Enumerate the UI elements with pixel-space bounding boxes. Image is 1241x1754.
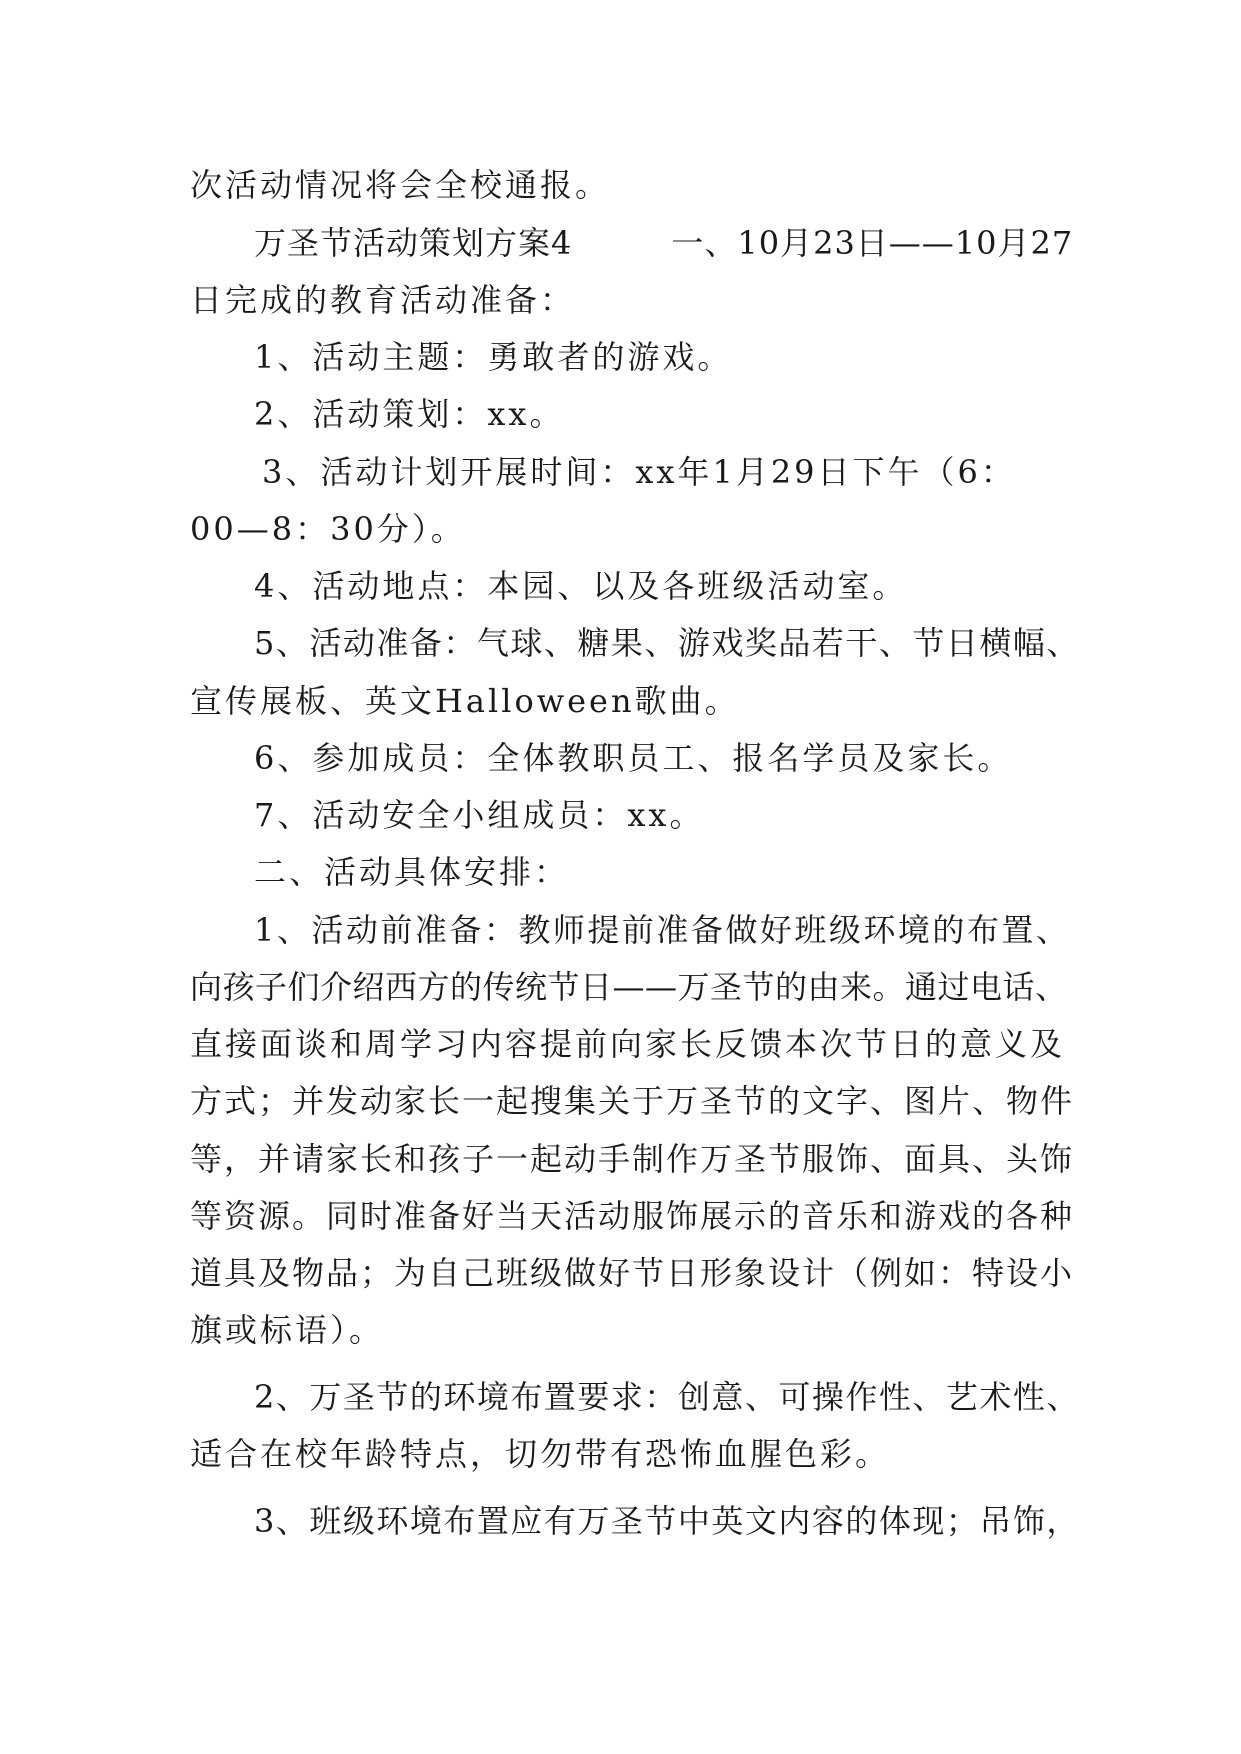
- text-line-9: 5、活动准备：气球、糖果、游戏奖品若干、节日横幅、: [254, 624, 1080, 662]
- text-line-20: 道具及物品；为自己班级做好节日形象设计（例如：特设小: [190, 1254, 1075, 1292]
- text-line-1: 次活动情况将会全校通报。: [190, 166, 611, 204]
- text-line-5: 2、活动策划：xx。: [254, 395, 565, 433]
- text-line-6: 3、活动计划开展时间：xx年1月29日下午（6：: [262, 453, 1016, 491]
- text-line-10: 宣传展板、英文Halloween歌曲。: [190, 682, 740, 720]
- text-line-7: 00—8：30分）。: [190, 510, 466, 548]
- text-line-24: 3、班级环境布置应有万圣节中英文内容的体现；吊饰，: [254, 1502, 1080, 1540]
- text-line-21: 旗或标语）。: [190, 1311, 385, 1349]
- text-line-8: 4、活动地点：本园、以及各班级活动室。: [254, 567, 908, 605]
- text-line-2: 万圣节活动策划方案4 一、10月23日——10月27: [254, 224, 1074, 262]
- text-line-16: 直接面谈和周学习内容提前向家长反馈本次节日的意义及: [190, 1025, 1066, 1063]
- text-line-13: 二、活动具体安排：: [254, 853, 570, 891]
- text-line-23: 适合在校年龄特点，切勿带有恐怖血腥色彩。: [190, 1435, 891, 1473]
- text-line-18: 等，并请家长和孩子一起动手制作万圣节服饰、面具、头饰: [190, 1140, 1075, 1178]
- text-line-19: 等资源。同时准备好当天活动服饰展示的音乐和游戏的各种: [190, 1197, 1075, 1235]
- text-line-17: 方式；并发动家长一起搜集关于万圣节的文字、图片、物件: [190, 1082, 1075, 1120]
- text-line-4: 1、活动主题：勇敢者的游戏。: [254, 338, 733, 376]
- text-line-12: 7、活动安全小组成员：xx。: [254, 796, 705, 834]
- text-line-11: 6、参加成员：全体教职员工、报名学员及家长。: [254, 739, 1013, 777]
- text-line-15: 向孩子们介绍西方的传统节日——万圣节的由来。通过电话、: [190, 968, 1068, 1006]
- text-line-14: 1、活动前准备：教师提前准备做好班级环境的布置、: [254, 911, 1071, 949]
- text-line-22: 2、万圣节的环境布置要求：创意、可操作性、艺术性、: [254, 1378, 1080, 1416]
- text-line-3: 日完成的教育活动准备：: [190, 281, 576, 319]
